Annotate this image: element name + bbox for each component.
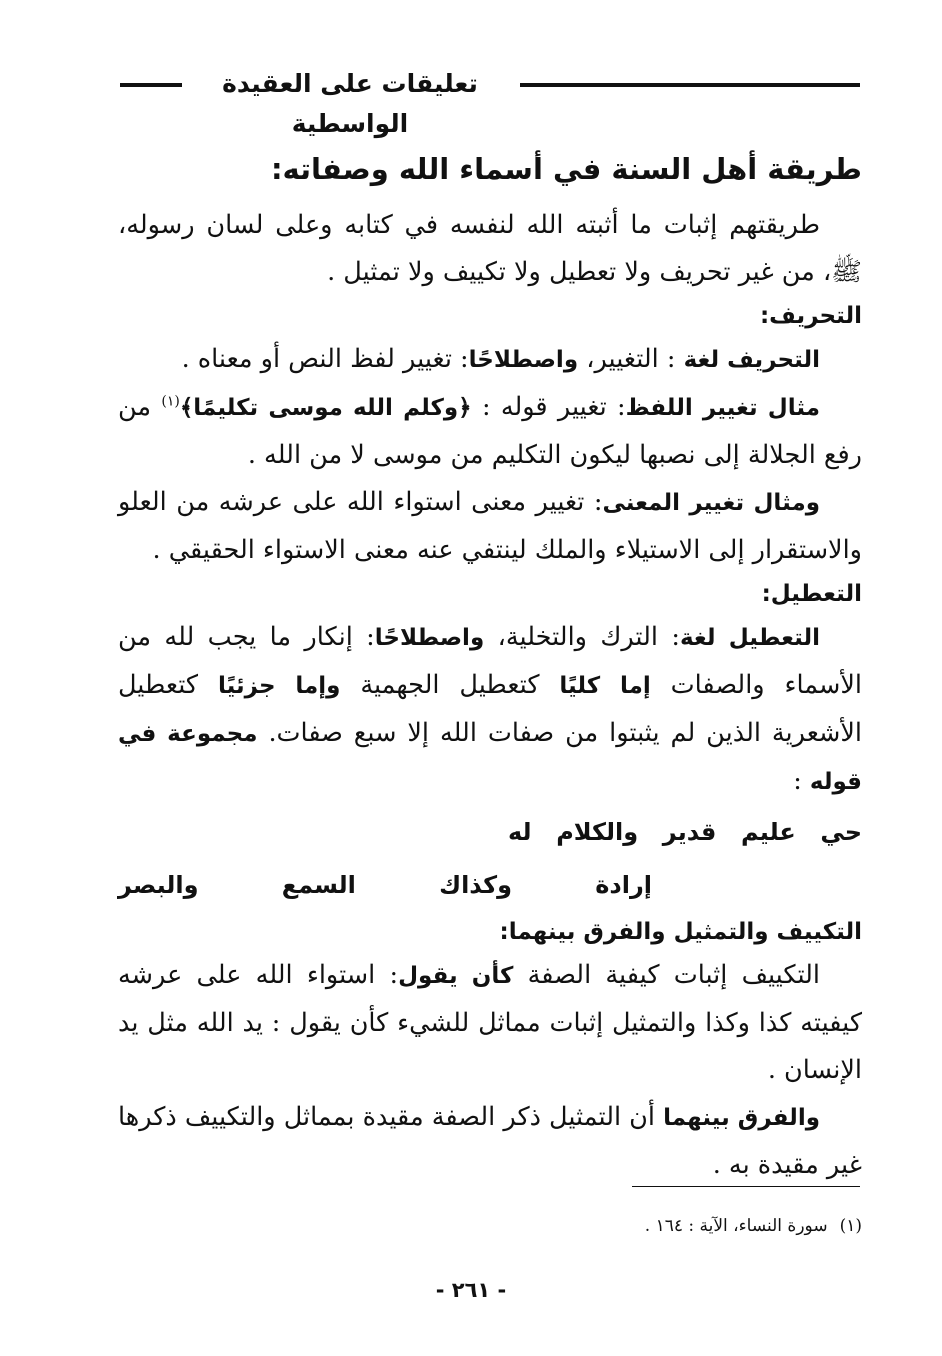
- footnote-number: (١): [839, 1216, 862, 1236]
- ex-word-text-2: من رفع الجلالة إلى نصبها ليكون التكليم من موسى لا من الله .: [118, 392, 862, 470]
- tatil-definition: [118, 614, 862, 806]
- tatil-def-term-2: كتعطيل الجهمية: [340, 670, 560, 700]
- heading-tahrif: التحريف:: [759, 303, 862, 329]
- tatil-def-lang: : الترك والتخلية،: [484, 622, 680, 652]
- verse-word: عليم: [740, 818, 796, 846]
- ex-meaning-label: ومثال تغيير المعنى: [602, 490, 820, 516]
- takyif-paragraph-1: [118, 952, 862, 1094]
- imma-juzi: وإما جزئيًا: [217, 673, 341, 699]
- tahrif-meaning-example: [118, 479, 862, 574]
- page-number: - ٢٦١ -: [435, 1278, 507, 1302]
- verse-word: إرادة: [595, 871, 652, 899]
- section-title: طريقة أهل السنة في أسماء الله وصفاته:: [270, 152, 862, 186]
- difference-text: أن التمثيل ذكر الصفة مقيدة بمماثل والتكييف ذكرها غير مقيدة به .: [118, 1102, 862, 1180]
- takyif-text-a: التكييف إثبات كيفية الصفة: [513, 960, 820, 990]
- tatil-def-term-3: كتعطيل الأشعرية الذين لم يثبتوا من صفات الله إلا سبع صفات.: [118, 670, 863, 748]
- verse-word: قدير: [662, 818, 717, 846]
- tatil-def-term-1: : إنكار ما يجب لله من الأسماء والصفات: [118, 622, 863, 700]
- main-content: [118, 140, 862, 1189]
- takyif-text-b: : استواء الله على عرشه كيفيته كذا وكذا والتمثيل إثبات مماثل للشيء كأن يقول : يد الله مثل يد الإنسان .: [118, 960, 862, 1085]
- ex-word-text-1: : تغيير قوله :: [471, 392, 626, 422]
- footnote-marker: (١): [161, 393, 180, 410]
- tatil-def-label: التعطيل لغة: [679, 625, 820, 651]
- heading-tatil: التعطيل:: [761, 581, 862, 607]
- ex-meaning-text: : تغيير معنى استواء الله على عرشه من العلو والاستقرار إلى الاستيلاء والملك لينتفي عنه معنى الاستواء الحقيقي .: [118, 487, 862, 565]
- collected-colon: :: [793, 766, 810, 796]
- tahrif-term-label: واصطلاحًا: [468, 347, 579, 373]
- collected-label: مجموعة في قوله: [118, 721, 862, 795]
- verse-word: حي: [820, 818, 862, 846]
- takyif-label: كأن يقول: [398, 963, 514, 989]
- footnote: [262, 1212, 862, 1240]
- tahrif-def-label: التحريف لغة: [683, 347, 820, 373]
- verse-word: السمع: [281, 871, 356, 899]
- header-rule-right: [520, 83, 860, 87]
- tahrif-def-term: : تغيير لفظ النص أو معناه .: [181, 344, 469, 374]
- verse-line-1: [118, 806, 862, 859]
- verse-word: والكلام: [556, 818, 639, 846]
- imma-kulli: إما كليًا: [559, 673, 651, 699]
- intro-text-2: من غير تحريف ولا تعطيل ولا تكييف ولا تمثيل .: [327, 257, 815, 287]
- verse-word: والبصر: [118, 871, 199, 899]
- heading-takyif: التكييف والتمثيل والفرق بينهما:: [499, 919, 862, 945]
- running-header: [120, 64, 860, 138]
- footnote-text: سورة النساء، الآية : ١٦٤ .: [644, 1216, 828, 1236]
- header-rule-left: [120, 83, 182, 87]
- footnote-divider: [632, 1186, 860, 1187]
- tatil-term-label: واصطلاحًا: [374, 625, 485, 651]
- verse-word: له: [508, 818, 532, 846]
- intro-paragraph: [118, 202, 862, 296]
- tahrif-def-lang: التغيير،: [578, 344, 659, 374]
- intro-text-1: طريقتهم إثبات ما أثبته الله لنفسه في كتابه وعلى لسان رسوله، ﷺ،: [118, 210, 862, 287]
- ex-word-label: مثال تغيير اللفظ: [625, 395, 820, 421]
- running-title: تعليقات على العقيدة الواسطية: [222, 69, 478, 138]
- tahrif-definition: [118, 336, 862, 384]
- difference-label: والفرق بينهما: [663, 1105, 821, 1131]
- tahrif-def-sep: :: [658, 344, 684, 374]
- tahrif-word-example: [118, 384, 862, 479]
- takyif-paragraph-2: [118, 1094, 862, 1189]
- quran-quote: ﴿وكلم الله موسى تكليمًا﴾: [179, 395, 472, 421]
- verse-line-2: [118, 859, 862, 912]
- verse-word: وكذاك: [439, 871, 513, 899]
